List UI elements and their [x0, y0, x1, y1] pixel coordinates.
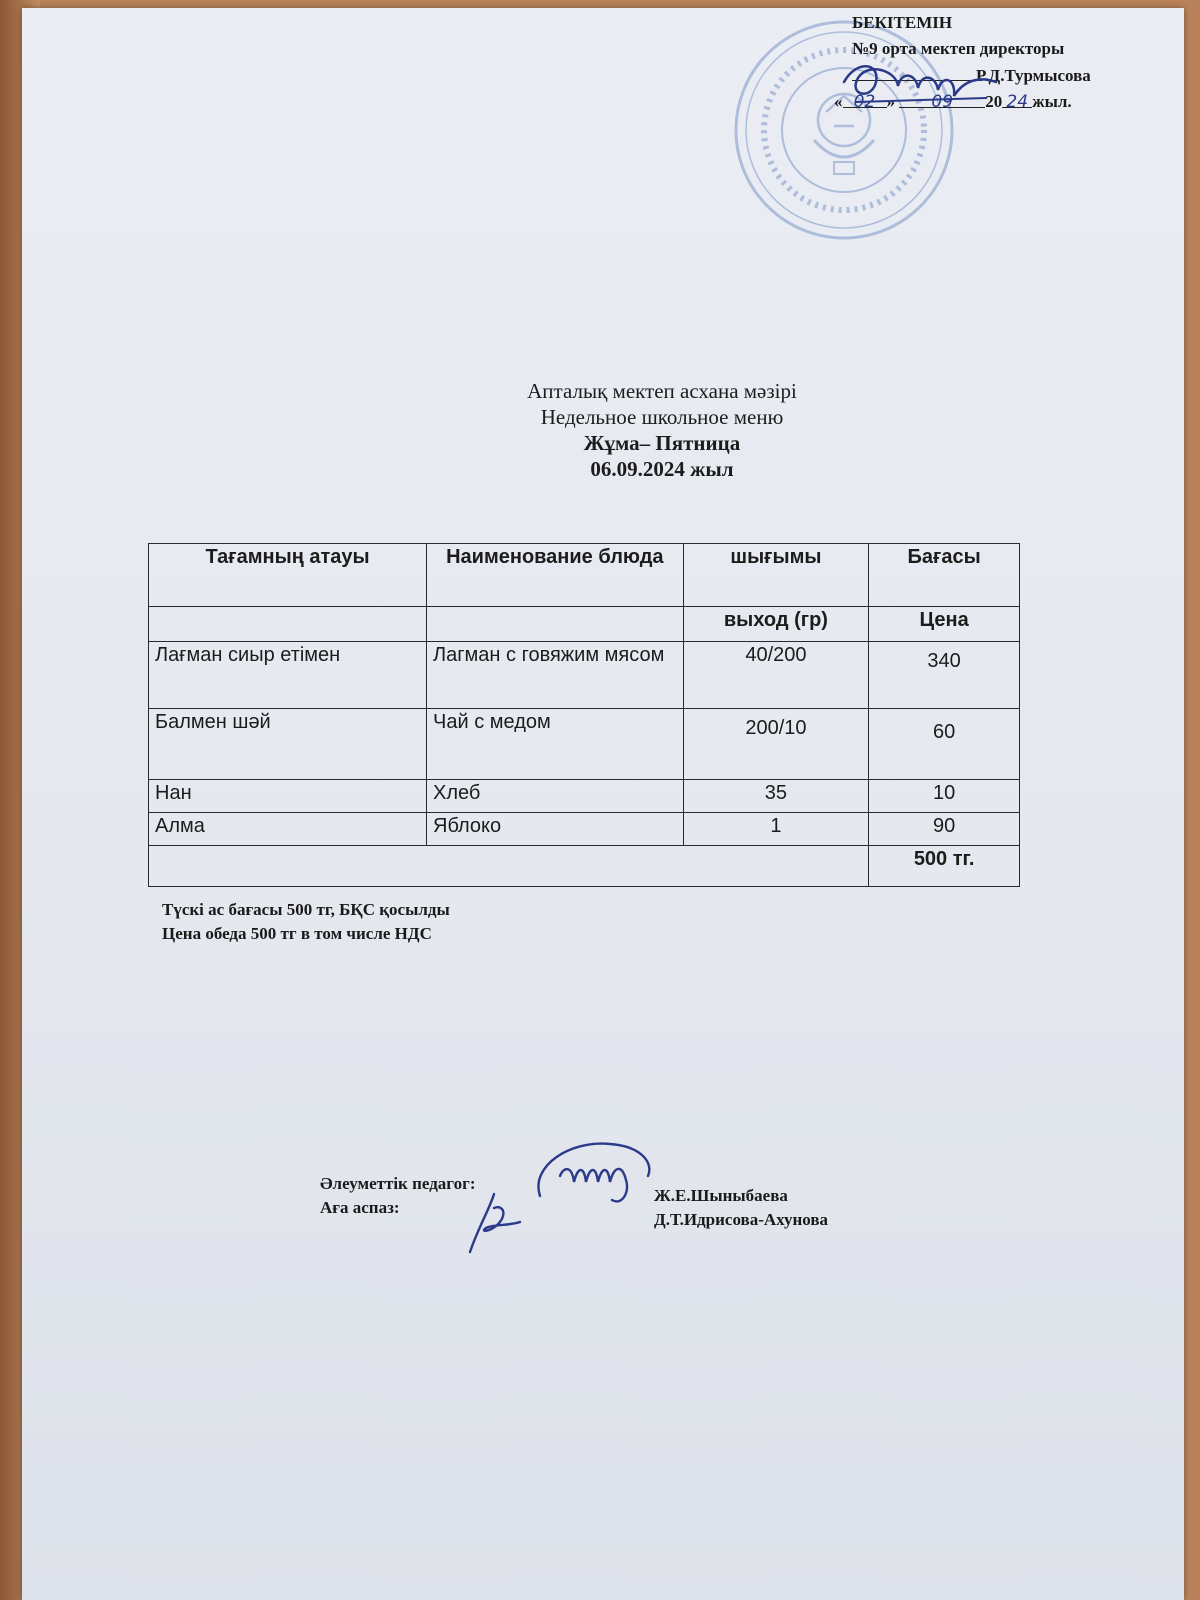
dish-price: 90 — [869, 813, 1020, 846]
date-day: 02 — [843, 89, 887, 108]
name-head-chef: Д.Т.Идрисова-Ахунова — [654, 1210, 829, 1229]
document-page — [22, 8, 1184, 1600]
table-total-row — [149, 846, 1020, 887]
role-head-chef: Аға аспаз: — [320, 1198, 400, 1217]
table-row — [149, 780, 1020, 813]
date-open-quote: « — [834, 92, 843, 111]
signature-names — [654, 1184, 828, 1232]
subheader-output-unit: выход (гр) — [683, 607, 869, 642]
date-year-word: жыл. — [1032, 92, 1072, 111]
title-day: Жұма– Пятница — [583, 431, 741, 455]
dish-name-kz: Балмен шәй — [149, 709, 427, 780]
dish-name-ru: Хлеб — [427, 780, 684, 813]
subheader-empty-1 — [149, 607, 427, 642]
table-row — [149, 709, 1020, 780]
document-title — [402, 378, 922, 482]
dish-name-kz: Алма — [149, 813, 427, 846]
total-empty-cell — [149, 846, 869, 887]
table-row — [149, 642, 1020, 709]
note-kazakh: Түскі ас бағасы 500 тг, БҚС қосылды — [162, 900, 450, 919]
director-name: Р.Д.Турмысова — [976, 66, 1091, 85]
name-social-pedagogue: Ж.Е.Шыныбаева — [654, 1186, 788, 1205]
total-price: 500 тг. — [869, 846, 1020, 887]
subheader-price: Цена — [869, 607, 1020, 642]
role-social-pedagogue: Әлеуметтік педагог: — [320, 1174, 476, 1193]
dish-name-kz: Нан — [149, 780, 427, 813]
date-year-prefix: 20 — [985, 92, 1003, 111]
dish-output: 1 — [683, 813, 869, 846]
dish-output: 40/200 — [683, 642, 869, 709]
date-close-quote: » — [886, 92, 895, 111]
header-output: шығымы — [683, 544, 869, 607]
title-date: 06.09.2024 жыл — [590, 457, 734, 481]
note-russian: Цена обеда 500 тг в том числе НДС — [162, 924, 432, 943]
title-kazakh: Апталық мектеп асхана мәзірі — [527, 379, 797, 403]
pedagogue-signature-icon — [530, 1136, 662, 1216]
table-subheader-row — [149, 607, 1020, 642]
price-notes — [162, 898, 450, 946]
dish-price: 60 — [869, 709, 1020, 780]
table-row — [149, 813, 1020, 846]
menu-table — [148, 543, 1020, 887]
subheader-empty-2 — [427, 607, 684, 642]
approval-position: №9 орта мектеп директоры — [852, 39, 1065, 58]
title-russian: Недельное школьное меню — [540, 405, 784, 429]
approval-heading: БЕКІТЕМІН — [852, 13, 953, 32]
date-month: 09 — [899, 89, 985, 108]
dish-price: 10 — [869, 780, 1020, 813]
dish-output: 200/10 — [683, 709, 869, 780]
header-name-ru: Наименование блюда — [427, 544, 684, 607]
dish-name-ru: Лагман с говяжим мясом — [427, 642, 684, 709]
dish-name-ru: Яблоко — [427, 813, 684, 846]
dish-output: 35 — [683, 780, 869, 813]
table-header-row — [149, 544, 1020, 607]
date-year-suffix: 24 — [1002, 89, 1032, 108]
header-price: Бағасы — [869, 544, 1020, 607]
dish-price: 340 — [869, 642, 1020, 709]
director-signature-icon — [836, 52, 1006, 112]
dish-name-kz: Лағман сиыр етімен — [149, 642, 427, 709]
header-name-kz: Тағамның атауы — [149, 544, 427, 607]
dish-name-ru: Чай с медом — [427, 709, 684, 780]
chef-signature-icon — [460, 1188, 530, 1258]
signature-roles — [320, 1172, 475, 1220]
